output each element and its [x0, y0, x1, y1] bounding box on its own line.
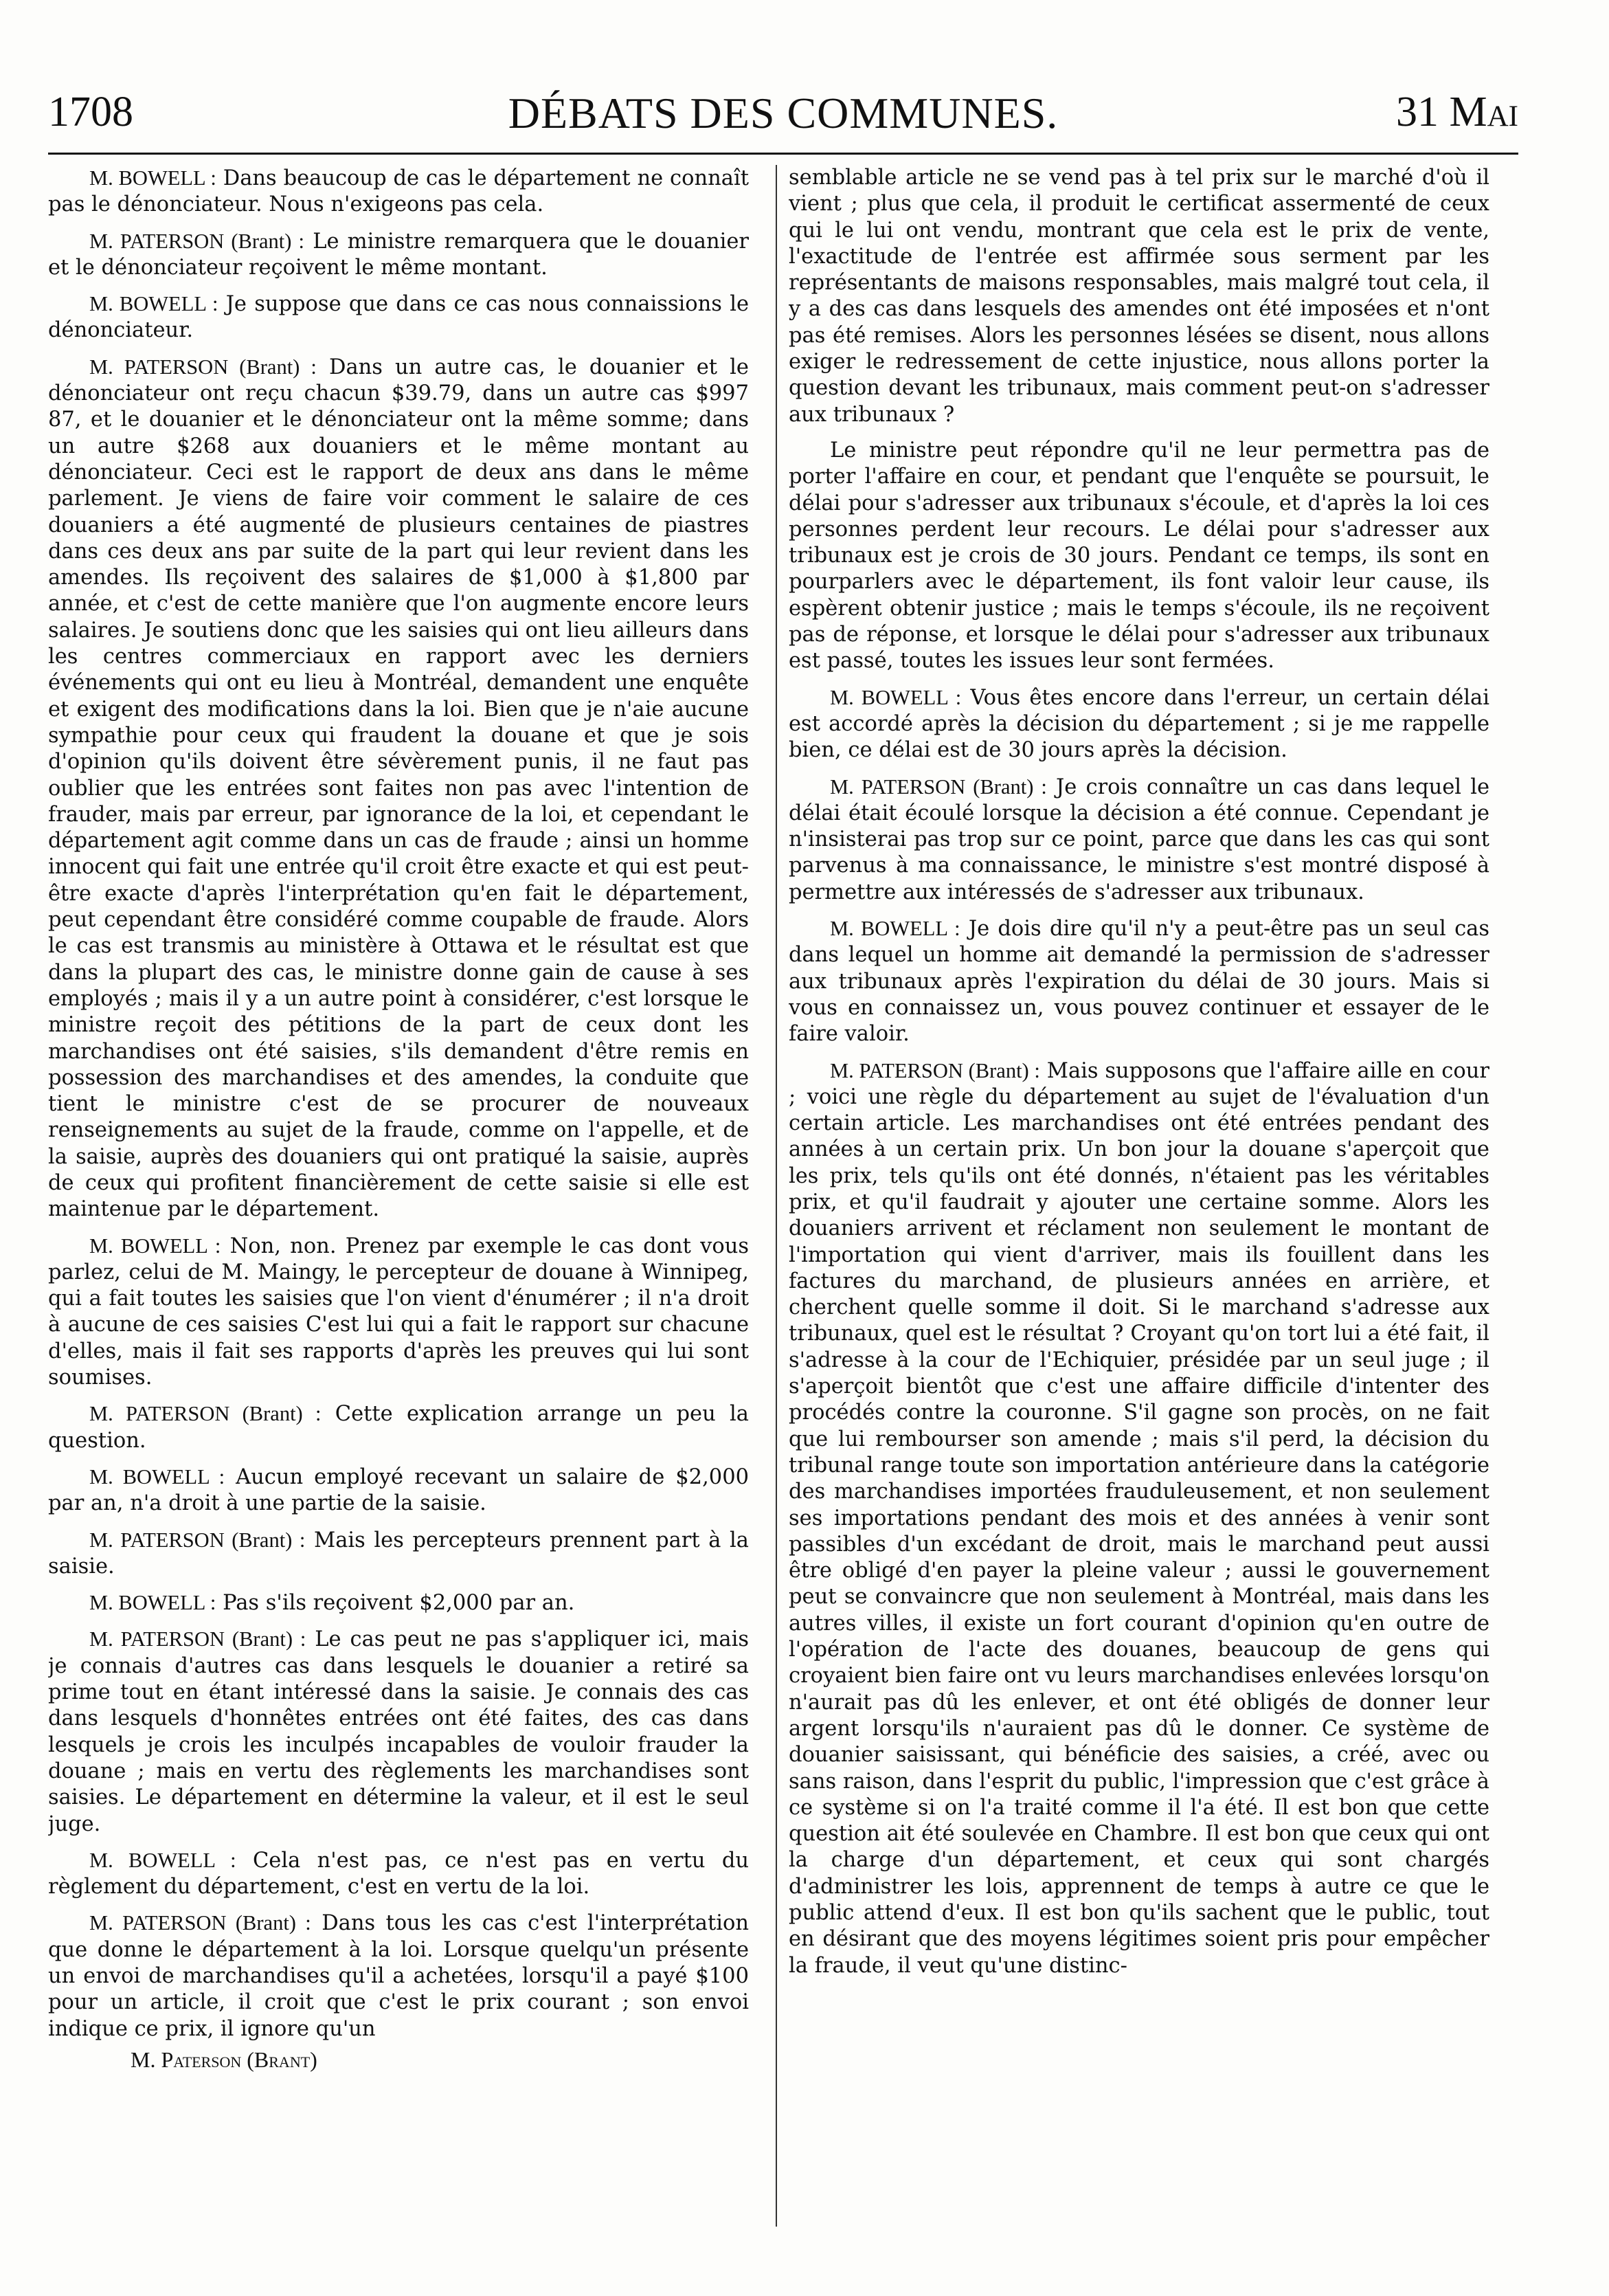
left-column [48, 165, 749, 2227]
page-date: 31 Mai [1395, 89, 1518, 135]
header-rule [48, 153, 1518, 155]
paragraph [48, 1464, 749, 1517]
paragraph [48, 354, 749, 1223]
speaker-label: M. PATERSON (Brant) : [89, 1528, 306, 1552]
paragraph [48, 165, 749, 219]
paragraph-text: Je crois connaître un cas dans lequel le délai était écoulé lorsque la décision a été connue. Cependant je n'insisterai pas trop sur ce point, parce que dans les cas qui sont parvenus à ma connaissance, le ministre s'est montré disposé à permettre aux intéressés de s'adresser aux tribunaux. [789, 774, 1489, 904]
paragraph [789, 165, 1489, 428]
speaker-label: M. BOWELL : [89, 1464, 225, 1489]
publication-title: DÉBATS DES COMMUNES. [508, 89, 1059, 137]
paragraph [48, 1401, 749, 1454]
paragraph-text: Dans beaucoup de cas le département ne connaît pas le dénonciateur. Nous n'exigeons pas cela. [48, 166, 749, 217]
paragraph-text: Cette explication arrange un peu la question. [48, 1402, 749, 1453]
speaker-label: M. BOWELL : [89, 1234, 221, 1258]
speaker-label: M. BOWELL : [89, 1848, 236, 1872]
paragraph-text: Le ministre peut répondre qu'il ne leur permettra pas de porter l'affaire en cour, et pendant que l'enquête se poursuit, le délai pour s'adresser aux tribunaux s'écoule, et d'après la loi ces personnes perdent leur recours. Le délai pour s'adresser aux tribunaux est je crois de 30 jours. Pendant ce temps, ils sont en pourparlers avec le département, ils font valoir leur cause, ils espèrent obtenir justice ; mais le temps s'écoule, ils ne reçoivent pas de réponse, et lorsque le délai pour s'adresser aux tribunaux est passé, toutes les issues leur sont fermées. [789, 438, 1489, 673]
speaker-label: M. PATERSON (Brant) : [89, 1627, 306, 1651]
column-divider [776, 165, 777, 2227]
speaker-label: M. BOWELL : [89, 166, 216, 190]
speaker-label: M. PATERSON (Brant) : [89, 229, 305, 253]
running-footer-speaker: M. Paterson (Brant) [131, 2047, 317, 2072]
speaker-label: M. BOWELL : [830, 917, 960, 941]
paragraph-text: Dans un autre cas, le douanier et le dénonciateur ont reçu chacun $39.79, dans un autre cas $997 87, et le douanier et le dénonciateur ont la même somme; dans un autre $268 aux douaniers et le même montant au dénonciateur. Ceci est le rapport de deux ans dans le même parlement. Je viens de faire voir comment le salaire de ces douaniers a été augmenté de plusieurs centaines de piastres dans ces deux ans par suite de la part qui leur revient dans les amendes. Ils reçoivent des salaires de $1,000 à $1,800 par année, et c'est de cette manière que l'on augmente encore leurs salaires. Je soutiens donc que les saisies qui ont lieu ailleurs dans les centres commerciaux en rapport avec les derniers événements qui ont eu lieu à Montréal, demandent une enquête et exigent des modifications dans la loi. Bien que je n'aie aucune sympathie pour ceux qui fraudent la douane et que je sois d'opinion qu'ils doivent être sévèrement punis, il ne faut pas oublier que les entrées sont faites non pas avec l'intention de frauder, mais par erreur, par ignorance de la loi, et cependant le département agit comme dans un cas de fraude ; ainsi un homme innocent qui fait une entrée qu'il croit être exacte et qui est peut-être exacte d'après l'interprétation qu'en fait le département, peut cependant être considéré comme coupable de fraude. Alors le cas est transmis au ministère à Ottawa et le résultat est que dans la plupart des cas, le ministre donne gain de cause à ses employés ; mais il y a un autre point à considérer, c'est lorsque le ministre reçoit des pétitions de la part de ceux dont les marchandises ont été saisies, s'ils demandent d'être remis en possession des marchandises et des amendes, la conduite que tient le ministre c'est de se procurer de nouveaux renseignements au sujet de la fraude, comme on l'appelle, et de la saisie, auprès des douaniers qui ont pratiqué la saisie, auprès de ceux qui profitent financièrement de cette saisie si elle est maintenue par le département. [48, 355, 749, 1222]
speaker-label: M. PATERSON (Brant) : [89, 355, 317, 379]
speaker-label: M. PATERSON (Brant) : [830, 774, 1047, 799]
paragraph [48, 1590, 749, 1616]
paragraph [48, 228, 749, 282]
paragraph-text: semblable article ne se vend pas à tel prix sur le marché d'où il vient ; plus que cela, il produit le certificat assermenté de ceux qui le lui ont vendu, montrant que cela est le prix de vente, l'exactitude de l'entrée est affirmée sous serment par les représentants de maisons responsables, mais malgré tout cela, il y a des cas dans lesquels des amendes ont été imposées et n'ont pas été remises. Alors les personnes lésées se disent, nous allons exiger le redressement de cette injustice, nous allons porter la question devant les tribunaux, mais comment peut-on s'adresser aux tribunaux ? [789, 166, 1489, 427]
speaker-label: M. PATERSON (Brant) : [89, 1911, 311, 1935]
paragraph [48, 1233, 749, 1392]
paragraph-text: Le cas peut ne pas s'appliquer ici, mais je connais d'autres cas dans lesquels le douanier a retiré sa prime tout en étant intéressé dans la saisie. Je connais des cas dans lesquels d'honnêtes entrées ont été faites, des cas dans lesquels je crois les inculpés incapables de vouloir frauder la douane ; mais en vertu des règlements les marchandises sont saisies. Le département en détermine la valeur, et il est le seul juge. [48, 1627, 749, 1836]
paragraph-text: Je dois dire qu'il n'y a peut-être pas un seul cas dans lequel un homme ait demandé la permission de s'adresser aux tribunaux après l'expiration du délai de 30 jours. Mais si vous en connaissez un, vous pouvez continuer et essayer de le faire valoir. [789, 917, 1489, 1047]
paragraph [48, 291, 749, 344]
paragraph-text: Non, non. Prenez par exemple le cas dont vous parlez, celui de M. Maingy, le percepteur de douane à Winnipeg, qui a fait toutes les saisies que l'on vient d'énumérer ; il n'a droit à aucune de ces saisies C'est lui qui a fait le rapport sur chacune d'elles, mais il fait ses rapports d'après les preuves qui lui sont soumises. [48, 1234, 749, 1390]
paragraph-text: Mais supposons que l'affaire aille en cour ; voici une règle du département au sujet de l'évaluation d'un certain article. Les marchandises ont été entrées pendant des années à un certain prix. Un bon jour la douane s'aperçoit que les prix, tels qu'ils ont été donnés, n'étaient pas les véritables prix, et qu'il faudrait y ajouter une certaine somme. Alors les douaniers arrivent et réclament non seulement le montant de l'importation qui vient d'arriver, mais ils fouillent dans les factures du marchand, de plusieurs années en arrière, et cherchent quelle somme il doit. Si le marchand s'adresse aux tribunaux, quel est le résultat ? Croyant qu'on tort lui a été fait, il s'adresse à la cour de l'Echiquier, présidée par un seul juge ; il s'aperçoit bientôt que c'est une affaire difficile d'intenter des procédés contre la couronne. S'il gagne son procès, on ne fait que lui rembourser son amende ; mais s'il perd, la décision du tribunal range toute son importation antérieure dans la catégorie des marchandises importées frauduleusement, et non seulement ses importations pendant des mois et des années à venir sont passibles d'un excédant de droit, mais le marchand peut aussi être obligé d'en payer la pleine valeur ; aussi le gouvernement peut se convaincre que non seulement à Montréal, mais dans les autres villes, il existe un fort courant d'opinion qu'en outre de l'opération de l'acte des douanes, beaucoup de gens qui croyaient bien faire ont vu leurs marchandises enlevées lorsqu'on n'aurait pas dû les enlever, et ont été obligés de donner leur argent lorsqu'ils n'auraient pas dû le donner. Ce système de douanier saisissant, qui bénéficie des saisies, a créé, avec ou sans raison, dans l'esprit du public, l'impression que c'est grâce à ce système si on l'a traité comme il l'a été. Il est bon que cette question ait été soulevée en Chambre. Il est bon que ceux qui ont la charge d'un département, et ceux qui sont chargés d'administrer les lois, apprennent de temps à autre ce que le public attend d'eux. Il est bon qu'ils sachent que le public, tout en désirant que des moyens légitimes soient pris pour empêcher la fraude, il veut qu'une distinc- [789, 1058, 1489, 1978]
paragraph [48, 1527, 749, 1581]
paragraph [48, 1626, 749, 1837]
paragraph-text: Je suppose que dans ce cas nous connaissions le dénonciateur. [48, 292, 749, 343]
paragraph-text: Mais les percepteurs prennent part à la saisie. [48, 1528, 749, 1579]
speaker-label: M. PATERSON (Brant) : [89, 1402, 322, 1426]
paragraph [789, 1058, 1489, 1979]
paragraph [48, 1910, 749, 2042]
paragraph-text: Le ministre remarquera que le douanier et le dénonciateur reçoivent le même montant. [48, 229, 749, 280]
paragraph-text: Pas s'ils reçoivent $2,000 par an. [223, 1591, 575, 1616]
paragraph-text: Cela n'est pas, ce n'est pas en vertu du règlement du département, c'est en vertu de la loi. [48, 1848, 749, 1899]
speaker-label: M. BOWELL : [830, 685, 962, 709]
paragraph [789, 684, 1489, 764]
speaker-label: M. BOWELL : [89, 292, 218, 316]
speaker-label: M. BOWELL : [89, 1591, 216, 1615]
paragraph-text: Vous êtes encore dans l'erreur, un certain délai est accordé après la décision du département ; si je me rappelle bien, ce délai est de 30 jours après la décision. [789, 685, 1489, 763]
page-header [48, 88, 1518, 136]
page-number: 1708 [48, 89, 133, 135]
right-column [789, 165, 1489, 2227]
speaker-label: M. PATERSON (Brant) : [830, 1058, 1040, 1082]
paragraph [789, 774, 1489, 906]
paragraph [789, 915, 1489, 1047]
paragraph-text: Dans tous les cas c'est l'interprétation que donne le département à la loi. Lorsque quelqu'un présente un envoi de marchandises qu'il a achetées, lorsqu'il a payé $100 pour un article, il croit que c'est le prix courant ; son envoi indique ce prix, il ignore qu'un [48, 1911, 749, 2041]
paragraph [789, 438, 1489, 675]
paragraph [48, 1847, 749, 1901]
paragraph-text: Aucun employé recevant un salaire de $2,000 par an, n'a droit à une partie de la saisie. [48, 1464, 749, 1516]
